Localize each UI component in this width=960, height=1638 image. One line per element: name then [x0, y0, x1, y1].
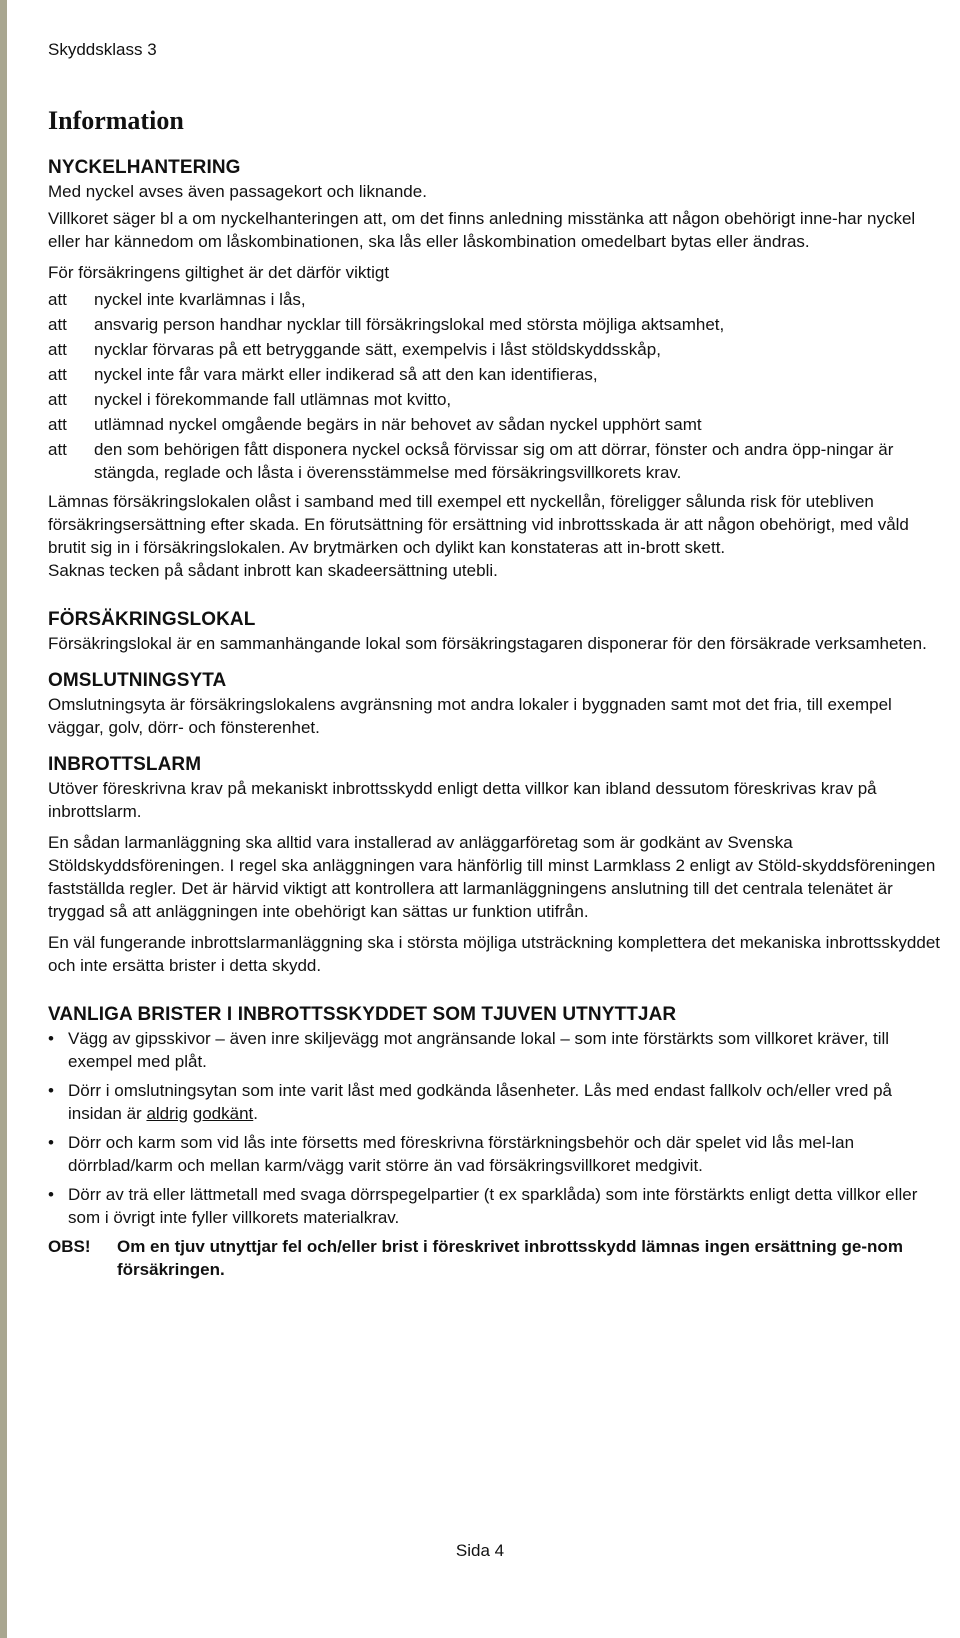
list-item-text-part: Dörr i omslutningsytan som inte varit låst med godkända låsenheter. Lås med endast fallkolv och/eller vred på insidan är	[68, 1081, 892, 1123]
list-item	[48, 1079, 943, 1125]
list-item	[48, 413, 943, 436]
list-item-text: nyckel inte kvarlämnas i lås,	[94, 290, 306, 309]
att-word: att	[48, 340, 67, 359]
list-item	[48, 288, 943, 311]
list-item-text: den som behörigen fått disponera nyckel också förvissar sig om att dörrar, fönster och andra öpp-ningar är stängda, reglade och låsta i överensstämmelse med försäkringsvillkorets krav.	[94, 440, 894, 482]
list-item-text-part: .	[253, 1104, 258, 1123]
key-handling-closing: Lämnas försäkringslokalen olåst i samband med till exempel ett nyckellån, föreligger sålunda risk för utebliven försäkringsersättning efter skada. En förutsättning för ersättning vid inbrottsskada är att någon obehörigt, med våld brutit sig in i försäkringslokalen. Av brytmärken och dylikt kan konstateras att in-brott skett.	[48, 492, 909, 557]
list-item	[48, 1027, 943, 1073]
key-handling-requirements-list	[48, 288, 943, 484]
bullet-icon: •	[48, 1081, 54, 1100]
bullet-icon: •	[48, 1133, 54, 1152]
key-handling-intro: Med nyckel avses även passagekort och liknande.	[48, 182, 427, 201]
enclosing-surface-heading: OMSLUTNINGSYTA	[48, 670, 227, 691]
page-edge-strip	[0, 0, 7, 1638]
list-item-text: Dörr av trä eller lättmetall med svaga dörrspegelpartier (t ex sparklåda) som inte förstärkts enligt detta villkor eller som i övrigt inte fyller villkorets materialkrav.	[68, 1185, 918, 1227]
list-item-text: nycklar förvaras på ett betryggande sätt, exempelvis i låst stöldskyddsskåp,	[94, 340, 661, 359]
list-item	[48, 313, 943, 336]
att-word: att	[48, 440, 67, 459]
key-handling-closing-note: Saknas tecken på sådant inbrott kan skadeersättning utebli.	[48, 561, 498, 580]
page-title: Information	[48, 106, 184, 135]
list-item	[48, 388, 943, 411]
list-item	[48, 1131, 943, 1177]
att-word: att	[48, 415, 67, 434]
underlined-word-approved: godkänt	[192, 1104, 254, 1123]
bullet-icon: •	[48, 1029, 54, 1048]
underlined-word-never: aldrig	[146, 1104, 189, 1123]
att-word: att	[48, 365, 67, 384]
obs-label: OBS!	[48, 1237, 91, 1256]
list-item	[48, 363, 943, 386]
list-item-text: utlämnad nyckel omgående begärs in när behovet av sådan nyckel upphört samt	[94, 415, 702, 434]
att-word: att	[48, 315, 67, 334]
list-item	[48, 438, 943, 484]
att-word: att	[48, 390, 67, 409]
insured-premises-text: Försäkringslokal är en sammanhängande lokal som försäkringstagaren disponerar för den försäkrade verksamheten.	[48, 634, 927, 653]
insured-premises-heading: FÖRSÄKRINGSLOKAL	[48, 609, 256, 630]
burglar-alarm-paragraph-2: En sådan larmanläggning ska alltid vara installerad av anläggarföretag som är godkänt av Svenska Stöldskyddsföreningen. I regel ska anläggningen vara hänförlig till minst Larmklass 2 enligt av Stöld-skyddsföreningen fastställda regler. Det är härvid viktigt att kontrollera att larmanläggningens anslutning till det centrala telenätet är tryggad så att anläggningen inte obehörigt kan sättas ur funktion utifrån.	[48, 833, 936, 921]
list-item-text: nyckel i förekommande fall utlämnas mot kvitto,	[94, 390, 452, 409]
list-item-text: Vägg av gipsskivor – även inre skiljevägg mot angränsande lokal – som inte förstärkts som villkoret kräver, till exempel med plåt.	[68, 1029, 890, 1071]
burglar-alarm-paragraph-3: En väl fungerande inbrottslarmanläggning ska i största möjliga utsträckning komplettera det mekaniska inbrottsskyddet och inte ersätta brister i detta skydd.	[48, 933, 941, 975]
list-item-text: Dörr och karm som vid lås inte försetts med föreskrivna förstärkningsbehör och där spelet vid lås mel-lan dörrblad/karm och mellan karm/vägg varit större än vad försäkringsvillkoret medgivit.	[68, 1133, 855, 1175]
burglar-alarm-paragraph-1: Utöver föreskrivna krav på mekaniskt inbrottsskydd enligt detta villkor kan ibland dessutom föreskrivas krav på inbrottslarm.	[48, 779, 877, 821]
bullet-icon: •	[48, 1185, 54, 1204]
page-number: Sida 4	[455, 1541, 505, 1560]
document-body	[48, 156, 943, 1281]
list-item-text: nyckel inte får vara märkt eller indikerad så att den kan identifieras,	[94, 365, 598, 384]
enclosing-surface-text: Omslutningsyta är försäkringslokalens avgränsning mot andra lokaler i byggnaden samt mot det fria, till exempel väggar, golv, dörr- och fönsterenhet.	[48, 695, 892, 737]
list-item-text	[68, 1079, 943, 1125]
obs-notice	[48, 1235, 943, 1281]
common-flaws-heading: VANLIGA BRISTER I INBROTTSSKYDDET SOM TJUVEN UTNYTTJAR	[48, 1004, 677, 1025]
key-handling-heading: NYCKELHANTERING	[48, 157, 241, 178]
protection-class-label: Skyddsklass 3	[48, 40, 157, 59]
burglar-alarm-heading: INBROTTSLARM	[48, 754, 202, 775]
obs-text: Om en tjuv utnyttjar fel och/eller brist i föreskrivet inbrottsskydd lämnas ingen ersättning ge-nom försäkringen.	[117, 1237, 903, 1279]
list-item	[48, 338, 943, 361]
att-word: att	[48, 290, 67, 309]
common-flaws-list	[48, 1027, 943, 1229]
list-item	[48, 1183, 943, 1229]
key-handling-list-intro: För försäkringens giltighet är det därför viktigt	[48, 263, 390, 282]
list-item-text: ansvarig person handhar nycklar till försäkringslokal med största möjliga aktsamhet,	[94, 315, 725, 334]
key-handling-paragraph: Villkoret säger bl a om nyckelhanteringen att, om det finns anledning misstänka att någon obehörigt inne-har nyckel eller har kännedom om låskombinationen, ska lås eller låskombination omedelbart bytas eller ändras.	[48, 209, 916, 251]
